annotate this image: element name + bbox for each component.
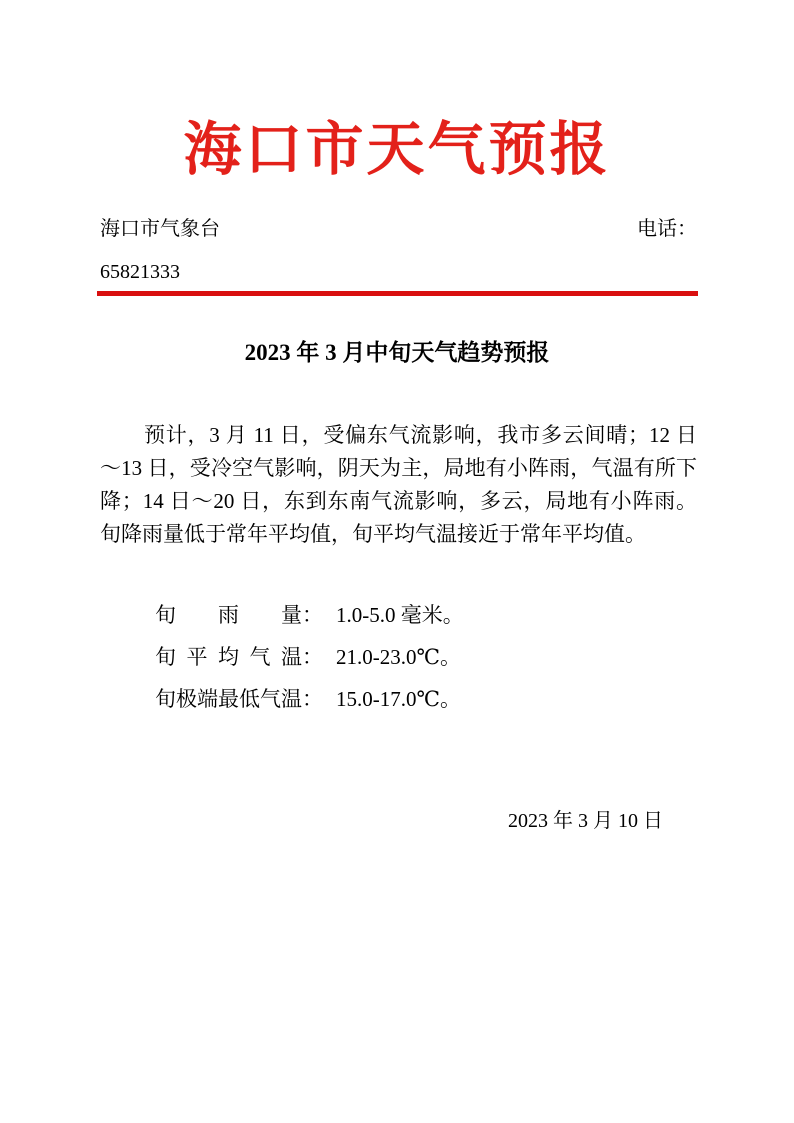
header-row [100, 216, 697, 242]
stat-colon: ： [302, 645, 323, 669]
stat-label-min-temp: 旬极端最低气温 [155, 687, 302, 711]
stat-label-avg-temp: 旬平均气温 [155, 645, 302, 669]
stat-value-avg-temp: 21.0-23.0℃。 [336, 645, 461, 669]
document-title: 海口市天气预报 [183, 117, 611, 182]
stat-value-rainfall: 1.0-5.0 毫米。 [336, 603, 464, 627]
section-title: 2023 年 3 月中旬天气趋势预报 [244, 340, 550, 365]
issue-date: 2023 年 3 月 10 日 [508, 810, 663, 832]
stat-colon: ： [302, 603, 323, 627]
stat-row-min-temp [100, 678, 697, 720]
stats-list [100, 594, 697, 720]
org-name: 海口市气象台 [100, 218, 220, 240]
stat-label-rainfall: 旬雨量 [155, 603, 302, 627]
red-divider-rule [97, 291, 698, 296]
stat-value-min-temp: 15.0-17.0℃。 [336, 687, 461, 711]
stat-colon: ： [302, 687, 323, 711]
stat-row-avg-temp [100, 636, 697, 678]
phone-number: 65821333 [100, 261, 180, 283]
forecast-paragraph: 预计，3 月 11 日，受偏东气流影响，我市多云间晴；12 日～13 日，受冷空气影响，阴天为主，局地有小阵雨，气温有所下降；14 日～20 日，东到东南气流影响，多云，局地有小阵雨。旬降雨量低于常年平均值，旬平均气温接近于常年平均值。 [100, 423, 697, 546]
stat-row-rainfall [100, 594, 697, 636]
phone-label: 电话： [637, 218, 697, 240]
